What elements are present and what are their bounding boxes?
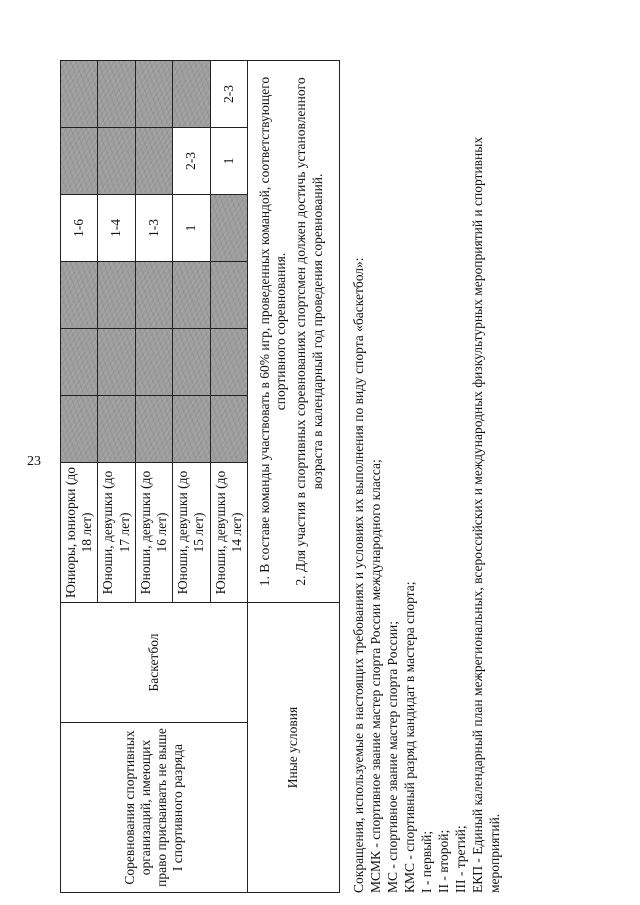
place-cell: 1 [173,195,210,262]
shaded-cell [173,262,210,329]
shaded-cell [210,195,247,262]
competition-type-cell: Соревнования спортивных организаций, имеющих право присваивать не выше I спортивного разряда [61,723,248,893]
abbreviation-item: МС - спортивное звание мастер спорта России; [385,621,400,893]
abbreviations-list [350,63,503,893]
qualification-table [60,60,340,893]
abbreviations-intro: Сокращения, используемые в настоящих требованиях и условиях их выполнения по виду спорта «баскетбол»: [351,257,366,893]
rotated-page-content [60,63,626,893]
shaded-cell [61,262,98,329]
shaded-cell [61,396,98,463]
place-cell: 2-3 [210,61,247,128]
abbreviation-item: КМС - спортивный разряд кандидат в мастера спорта; [402,581,417,893]
note-item: 2. Для участия в спортивных соревнованиях спортсмен должен достичь установленного возраста в календарный год проведения соревнований. [293,77,325,586]
sport-cell: Баскетбол [61,603,248,723]
abbreviation-item: I - первый; [419,830,434,893]
age-group-cell: Юноши, девушки (до 16 лет) [135,463,172,603]
other-conditions-notes [247,61,339,603]
shaded-cell [98,262,135,329]
abbreviation-item: II - второй; [436,829,451,893]
shaded-cell [98,128,135,195]
abbreviation-item: III - третий; [453,825,468,893]
shaded-cell [135,61,172,128]
shaded-cell [135,396,172,463]
shaded-cell [98,61,135,128]
shaded-cell [210,329,247,396]
shaded-cell [98,329,135,396]
place-cell: 1 [210,128,247,195]
other-conditions-label: Иные условия [247,603,339,893]
place-cell: 1-4 [98,195,135,262]
age-group-cell: Юноши, девушки (до 15 лет) [173,463,210,603]
abbreviation-item: МСМК - спортивное звание мастер спорта России международного класса; [368,459,383,893]
abbreviation-item: ЕКП - Единый календарный план межрегиональных, всероссийских и международных физкультурных мероприятий и спортивных мероприятий. [470,136,502,893]
shaded-cell [173,329,210,396]
place-cell: 2-3 [173,128,210,195]
shaded-cell [135,262,172,329]
page-number: 23 [27,454,41,469]
place-cell: 1-6 [61,195,98,262]
age-group-cell: Юниоры, юниорки (до 18 лет) [61,463,98,603]
place-cell: 1-3 [135,195,172,262]
shaded-cell [98,396,135,463]
shaded-cell [135,329,172,396]
shaded-cell [61,329,98,396]
shaded-cell [61,128,98,195]
shaded-cell [135,128,172,195]
table-row [61,61,98,893]
note-item: 1. В составе команды участвовать в 60% игр, проведенных командой, соответствующего спортивного соревнования. [257,76,289,587]
shaded-cell [210,262,247,329]
shaded-cell [61,61,98,128]
table-row [247,61,339,893]
shaded-cell [173,396,210,463]
age-group-cell: Юноши, девушки (до 14 лет) [210,463,247,603]
shaded-cell [210,396,247,463]
shaded-cell [173,61,210,128]
age-group-cell: Юноши, девушки (до 17 лет) [98,463,135,603]
